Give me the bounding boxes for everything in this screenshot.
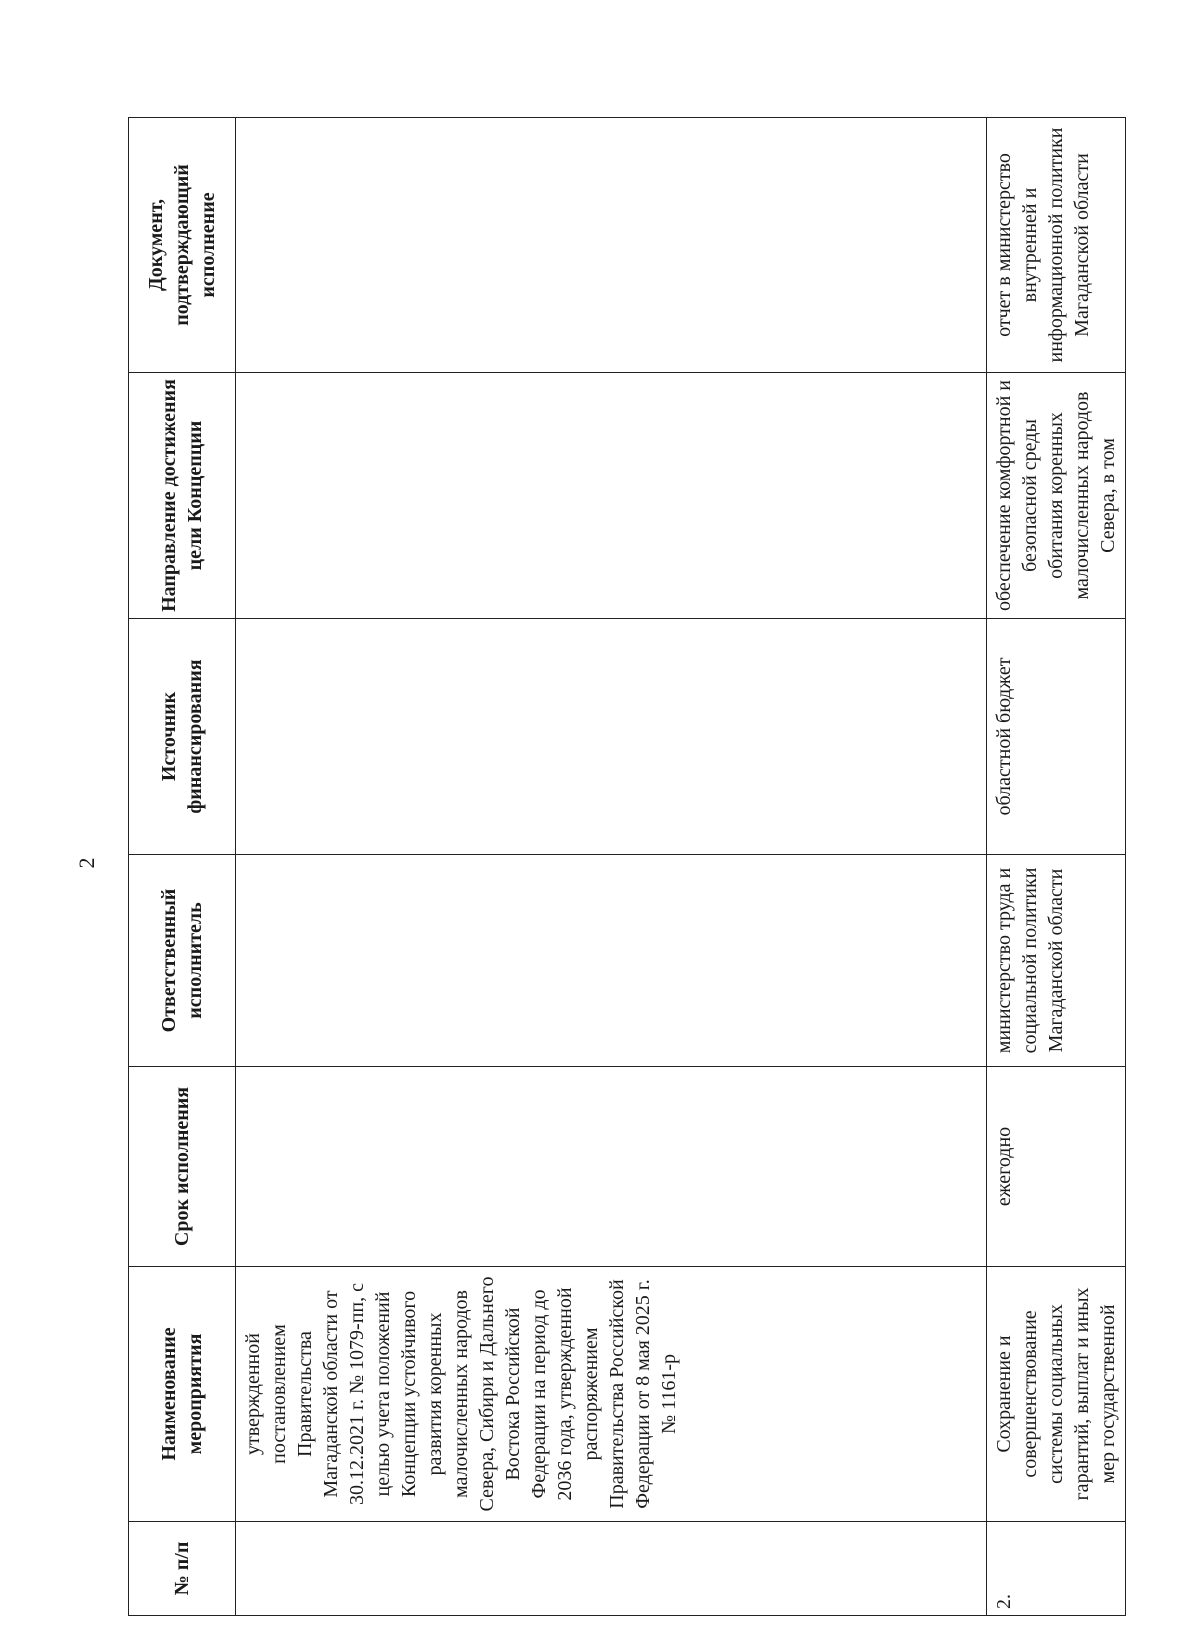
measures-table [128,117,1126,1616]
cell-num: 2. [987,1522,1126,1616]
cell-deadline: ежегодно [987,1067,1126,1267]
cell-name: Сохранение и совершенствование системы социальных гарантий, выплат и иных мер государственной [987,1267,1126,1522]
cell-direction: обеспечение комфортной и безопасной среды обитания коренных малочисленных народов Севера, в том [987,373,1126,619]
cell-document: отчет в министерство внутренней и информационной политики Магаданской области [987,118,1126,373]
table-row [987,118,1126,1616]
table-header-row [129,118,236,1616]
header-direction: Направление достижения цели Концепции [129,373,236,619]
cell-funding: областной бюджет [987,619,1126,855]
page-number: 2 [74,857,99,869]
header-num: № п/п [129,1522,236,1616]
header-executor: Ответственный исполнитель [129,855,236,1067]
cell-deadline [236,1067,987,1267]
table-container [128,118,1119,1616]
cell-direction [236,373,987,619]
cell-num [236,1522,987,1616]
header-name: Наименование мероприятия [129,1267,236,1522]
header-funding: Источник финансирования [129,619,236,855]
header-document: Документ, подтверждающий исполнение [129,118,236,373]
cell-executor [236,855,987,1067]
cell-executor: министерство труда и социальной политики Магаданской области [987,855,1126,1067]
header-deadline: Срок исполнения [129,1067,236,1267]
cell-name: утвержденной постановлением Правительства Магаданской области от 30.12.2021 г. № 1079-пп, с целью учета положений Концепции устойчивого развития коренных малочисленных народов Севера, Сибири и Дальнего Востока Российской Федерации на период до 2036 года, утвержденной распоряжением Правительства Российской Федерации от 8 мая 2025 г. № 1161-р [236,1267,987,1522]
cell-funding [236,619,987,855]
cell-document [236,118,987,373]
table-row [236,118,987,1616]
